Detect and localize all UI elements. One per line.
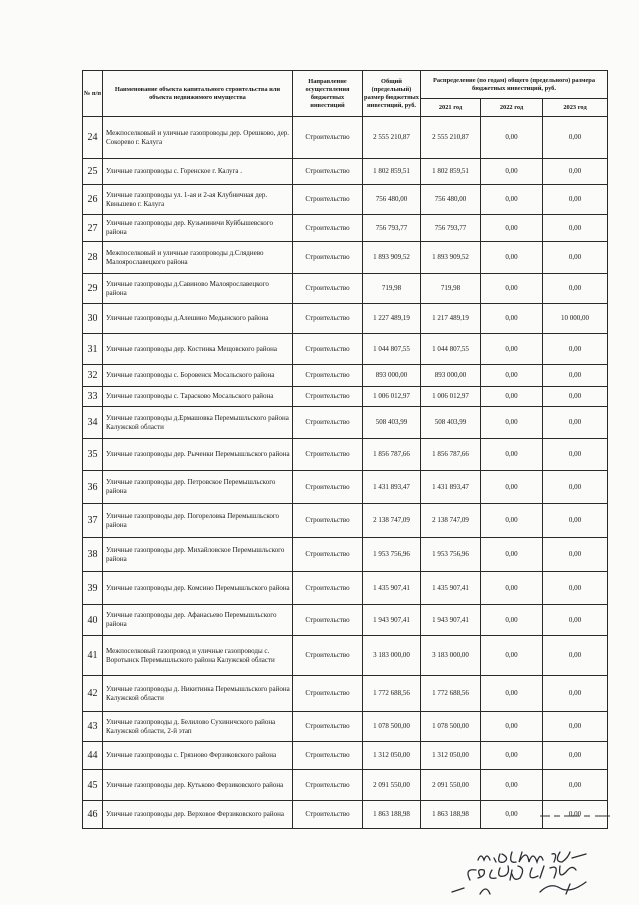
amount-2021: 2 138 747,09 (421, 504, 481, 538)
amount-2022: 0,00 (481, 242, 543, 274)
object-name: Уличные газопроводы д. Белилово Сухиничского района Калужской области, 2-й этап (103, 712, 293, 742)
amount-2021: 719,98 (421, 274, 481, 304)
investment-direction: Строительство (293, 159, 363, 185)
amount-2023: 0,00 (543, 605, 608, 636)
amount-2023: 0,00 (543, 676, 608, 712)
amount-2022: 0,00 (481, 365, 543, 387)
amount-2023: 0,00 (543, 572, 608, 605)
object-name: Уличные газопроводы дер. Костинка Мещовского района (103, 334, 293, 365)
row-number: 45 (83, 770, 103, 801)
object-name: Уличные газопроводы дер. Верховое Ферзиковского района (103, 801, 293, 829)
amount-2022: 0,00 (481, 334, 543, 365)
amount-2022: 0,00 (481, 572, 543, 605)
header-num: № п/п (83, 71, 103, 117)
amount-2022: 0,00 (481, 439, 543, 471)
object-name: Межпоселковый и уличные газопроводы дер. Орешково, дер. Сокорево г. Калуга (103, 117, 293, 159)
object-name: Уличные газопроводы с. Грязново Ферзиковского района (103, 742, 293, 770)
amount-2021: 1 856 787,66 (421, 439, 481, 471)
total-amount: 1 893 909,52 (363, 242, 421, 274)
amount-2021: 1 435 907,41 (421, 572, 481, 605)
table-row (83, 636, 608, 676)
amount-2022: 0,00 (481, 770, 543, 801)
investment-direction: Строительство (293, 439, 363, 471)
amount-2023: 0,00 (543, 334, 608, 365)
investment-direction: Строительство (293, 242, 363, 274)
amount-2021: 1 802 859,51 (421, 159, 481, 185)
total-amount: 1 943 907,41 (363, 605, 421, 636)
table-row (83, 242, 608, 274)
total-amount: 1 856 787,66 (363, 439, 421, 471)
amount-2023: 0,00 (543, 712, 608, 742)
header-year-2021: 2021 год (421, 99, 481, 117)
investment-direction: Строительство (293, 185, 363, 215)
object-name: Уличные газопроводы дер. Комсино Перемышльского района (103, 572, 293, 605)
amount-2022: 0,00 (481, 185, 543, 215)
amount-2021: 1 863 188,98 (421, 801, 481, 829)
amount-2021: 1 431 893,47 (421, 471, 481, 504)
amount-2022: 0,00 (481, 117, 543, 159)
table-row (83, 387, 608, 407)
amount-2022: 0,00 (481, 712, 543, 742)
object-name: Уличные газопроводы с. Боровенск Мосальского района (103, 365, 293, 387)
amount-2021: 1 953 756,96 (421, 538, 481, 572)
header-year-2022: 2022 год (481, 99, 543, 117)
total-amount: 1 078 500,00 (363, 712, 421, 742)
investment-direction: Строительство (293, 365, 363, 387)
row-number: 34 (83, 407, 103, 439)
table-row (83, 117, 608, 159)
total-amount: 3 183 000,00 (363, 636, 421, 676)
row-number: 44 (83, 742, 103, 770)
amount-2022: 0,00 (481, 538, 543, 572)
budget-investment-table (82, 70, 608, 829)
object-name: Уличные газопроводы д.Савиново Малоярославецкого района (103, 274, 293, 304)
row-number: 25 (83, 159, 103, 185)
amount-2022: 0,00 (481, 471, 543, 504)
object-name: Уличные газопроводы д.Алешино Медынского района (103, 304, 293, 334)
investment-direction: Строительство (293, 605, 363, 636)
row-number: 24 (83, 117, 103, 159)
total-amount: 756 480,00 (363, 185, 421, 215)
object-name: Уличные газопроводы д. Никитинка Перемышльского района Калужской области (103, 676, 293, 712)
investment-direction: Строительство (293, 636, 363, 676)
object-name: Уличные газопроводы дер. Афанасьево Перемышльского района (103, 605, 293, 636)
row-number: 31 (83, 334, 103, 365)
total-amount: 1 772 688,56 (363, 676, 421, 712)
amount-2023: 0,00 (543, 538, 608, 572)
amount-2021: 756 480,00 (421, 185, 481, 215)
investment-direction: Строительство (293, 407, 363, 439)
header-object-name: Наименование объекта капитального строительства или объекта недвижимого имущества (103, 71, 293, 117)
amount-2023: 0,00 (543, 636, 608, 676)
amount-2021: 1 772 688,56 (421, 676, 481, 712)
row-number: 39 (83, 572, 103, 605)
row-number: 42 (83, 676, 103, 712)
amount-2022: 0,00 (481, 304, 543, 334)
table-row (83, 801, 608, 829)
amount-2022: 0,00 (481, 215, 543, 242)
amount-2022: 0,00 (481, 801, 543, 829)
object-name: Уличные газопроводы дер. Михайловское Перемышльского района (103, 538, 293, 572)
header-year-2023: 2023 год (543, 99, 608, 117)
amount-2021: 756 793,77 (421, 215, 481, 242)
row-number: 32 (83, 365, 103, 387)
total-amount: 1 227 489,19 (363, 304, 421, 334)
amount-2022: 0,00 (481, 159, 543, 185)
amount-2023: 0,00 (543, 274, 608, 304)
table-row (83, 572, 608, 605)
object-name: Уличные газопроводы дер. Рыченки Перемышльского района (103, 439, 293, 471)
amount-2022: 0,00 (481, 605, 543, 636)
amount-2023: 0,00 (543, 407, 608, 439)
object-name: Уличные газопроводы дер. Петровское Перемышльского района (103, 471, 293, 504)
row-number: 37 (83, 504, 103, 538)
table-row (83, 407, 608, 439)
table-row (83, 742, 608, 770)
object-name: Уличные газопроводы д.Ермашовка Перемышльского района Калужской области (103, 407, 293, 439)
table-row (83, 185, 608, 215)
object-name: Уличные газопроводы дер. Кутьково Ферзиковского района (103, 770, 293, 801)
table-row (83, 605, 608, 636)
total-amount: 893 000,00 (363, 365, 421, 387)
table-row (83, 676, 608, 712)
amount-2021: 1 312 050,00 (421, 742, 481, 770)
row-number: 33 (83, 387, 103, 407)
page-edge-mark (540, 812, 610, 820)
amount-2021: 893 000,00 (421, 365, 481, 387)
amount-2022: 0,00 (481, 407, 543, 439)
row-number: 28 (83, 242, 103, 274)
amount-2023: 0,00 (543, 365, 608, 387)
row-number: 46 (83, 801, 103, 829)
total-amount: 719,98 (363, 274, 421, 304)
investment-direction: Строительство (293, 676, 363, 712)
table-row (83, 770, 608, 801)
row-number: 43 (83, 712, 103, 742)
row-number: 38 (83, 538, 103, 572)
object-name: Уличные газопроводы ул. 1-ая и 2-ая Клубничная дер. Квньшево г. Калуга (103, 185, 293, 215)
investment-direction: Строительство (293, 117, 363, 159)
header-distribution: Распределение (по годам) общего (предельного) размера бюджетных инвестиций, руб. (421, 71, 608, 99)
investment-direction: Строительство (293, 770, 363, 801)
amount-2021: 1 943 907,41 (421, 605, 481, 636)
amount-2021: 508 403,99 (421, 407, 481, 439)
amount-2023: 0,00 (543, 801, 608, 829)
table-row (83, 471, 608, 504)
object-name: Уличные газопроводы с. Горенское г. Калуга . (103, 159, 293, 185)
amount-2023: 0,00 (543, 387, 608, 407)
row-number: 27 (83, 215, 103, 242)
row-number: 30 (83, 304, 103, 334)
amount-2022: 0,00 (481, 504, 543, 538)
table-row (83, 304, 608, 334)
investment-direction: Строительство (293, 572, 363, 605)
amount-2021: 1 078 500,00 (421, 712, 481, 742)
object-name: Межпоселковый газопровод и уличные газопроводы с. Воротынск Перемышльского района Калужской области (103, 636, 293, 676)
object-name: Уличные газопроводы с. Тарасково Мосальского района (103, 387, 293, 407)
total-amount: 1 044 807,55 (363, 334, 421, 365)
investment-direction: Строительство (293, 387, 363, 407)
total-amount: 2 091 550,00 (363, 770, 421, 801)
total-amount: 2 555 210,87 (363, 117, 421, 159)
total-amount: 1 006 012,97 (363, 387, 421, 407)
amount-2022: 0,00 (481, 742, 543, 770)
total-amount: 1 431 893,47 (363, 471, 421, 504)
investment-direction: Строительство (293, 712, 363, 742)
amount-2023: 0,00 (543, 242, 608, 274)
amount-2022: 0,00 (481, 636, 543, 676)
object-name: Уличные газопроводы дер. Погореловка Перемышльского района (103, 504, 293, 538)
amount-2021: 3 183 000,00 (421, 636, 481, 676)
amount-2023: 0,00 (543, 471, 608, 504)
investment-direction: Строительство (293, 504, 363, 538)
object-name: Межпоселковый и уличные газопроводы д.Слядиево Малоярославецкого района (103, 242, 293, 274)
table-row (83, 274, 608, 304)
amount-2021: 2 555 210,87 (421, 117, 481, 159)
header-total: Общий (предельный) размер бюджетных инвестиций, руб. (363, 71, 421, 117)
amount-2021: 2 091 550,00 (421, 770, 481, 801)
amount-2023: 0,00 (543, 439, 608, 471)
amount-2022: 0,00 (481, 676, 543, 712)
investment-direction: Строительство (293, 538, 363, 572)
investment-direction: Строительство (293, 215, 363, 242)
total-amount: 508 403,99 (363, 407, 421, 439)
handwritten-signature (440, 846, 610, 898)
total-amount: 1 863 188,98 (363, 801, 421, 829)
investment-direction: Строительство (293, 334, 363, 365)
total-amount: 1 312 050,00 (363, 742, 421, 770)
amount-2021: 1 893 909,52 (421, 242, 481, 274)
table-row (83, 504, 608, 538)
table-row (83, 334, 608, 365)
amount-2023: 0,00 (543, 742, 608, 770)
table-row (83, 439, 608, 471)
amount-2023: 0,00 (543, 770, 608, 801)
row-number: 35 (83, 439, 103, 471)
investment-direction: Строительство (293, 304, 363, 334)
amount-2023: 10 000,00 (543, 304, 608, 334)
amount-2021: 1 217 489,19 (421, 304, 481, 334)
amount-2023: 0,00 (543, 117, 608, 159)
amount-2023: 0,00 (543, 215, 608, 242)
table-row (83, 538, 608, 572)
row-number: 40 (83, 605, 103, 636)
row-number: 41 (83, 636, 103, 676)
total-amount: 1 953 756,96 (363, 538, 421, 572)
total-amount: 1 435 907,41 (363, 572, 421, 605)
total-amount: 2 138 747,09 (363, 504, 421, 538)
object-name: Уличные газопроводы дер. Кузьминичи Куйбышевского района (103, 215, 293, 242)
row-number: 29 (83, 274, 103, 304)
table-row (83, 159, 608, 185)
investment-direction: Строительство (293, 471, 363, 504)
amount-2023: 0,00 (543, 159, 608, 185)
investment-direction: Строительство (293, 274, 363, 304)
total-amount: 756 793,77 (363, 215, 421, 242)
row-number: 36 (83, 471, 103, 504)
total-amount: 1 802 859,51 (363, 159, 421, 185)
amount-2021: 1 006 012,97 (421, 387, 481, 407)
amount-2021: 1 044 807,55 (421, 334, 481, 365)
investment-direction: Строительство (293, 801, 363, 829)
table-row (83, 712, 608, 742)
table-row (83, 215, 608, 242)
table-row (83, 365, 608, 387)
amount-2023: 0,00 (543, 504, 608, 538)
row-number: 26 (83, 185, 103, 215)
header-direction: Направление осуществления бюджетных инвестиций (293, 71, 363, 117)
amount-2022: 0,00 (481, 387, 543, 407)
amount-2022: 0,00 (481, 274, 543, 304)
amount-2023: 0,00 (543, 185, 608, 215)
investment-direction: Строительство (293, 742, 363, 770)
